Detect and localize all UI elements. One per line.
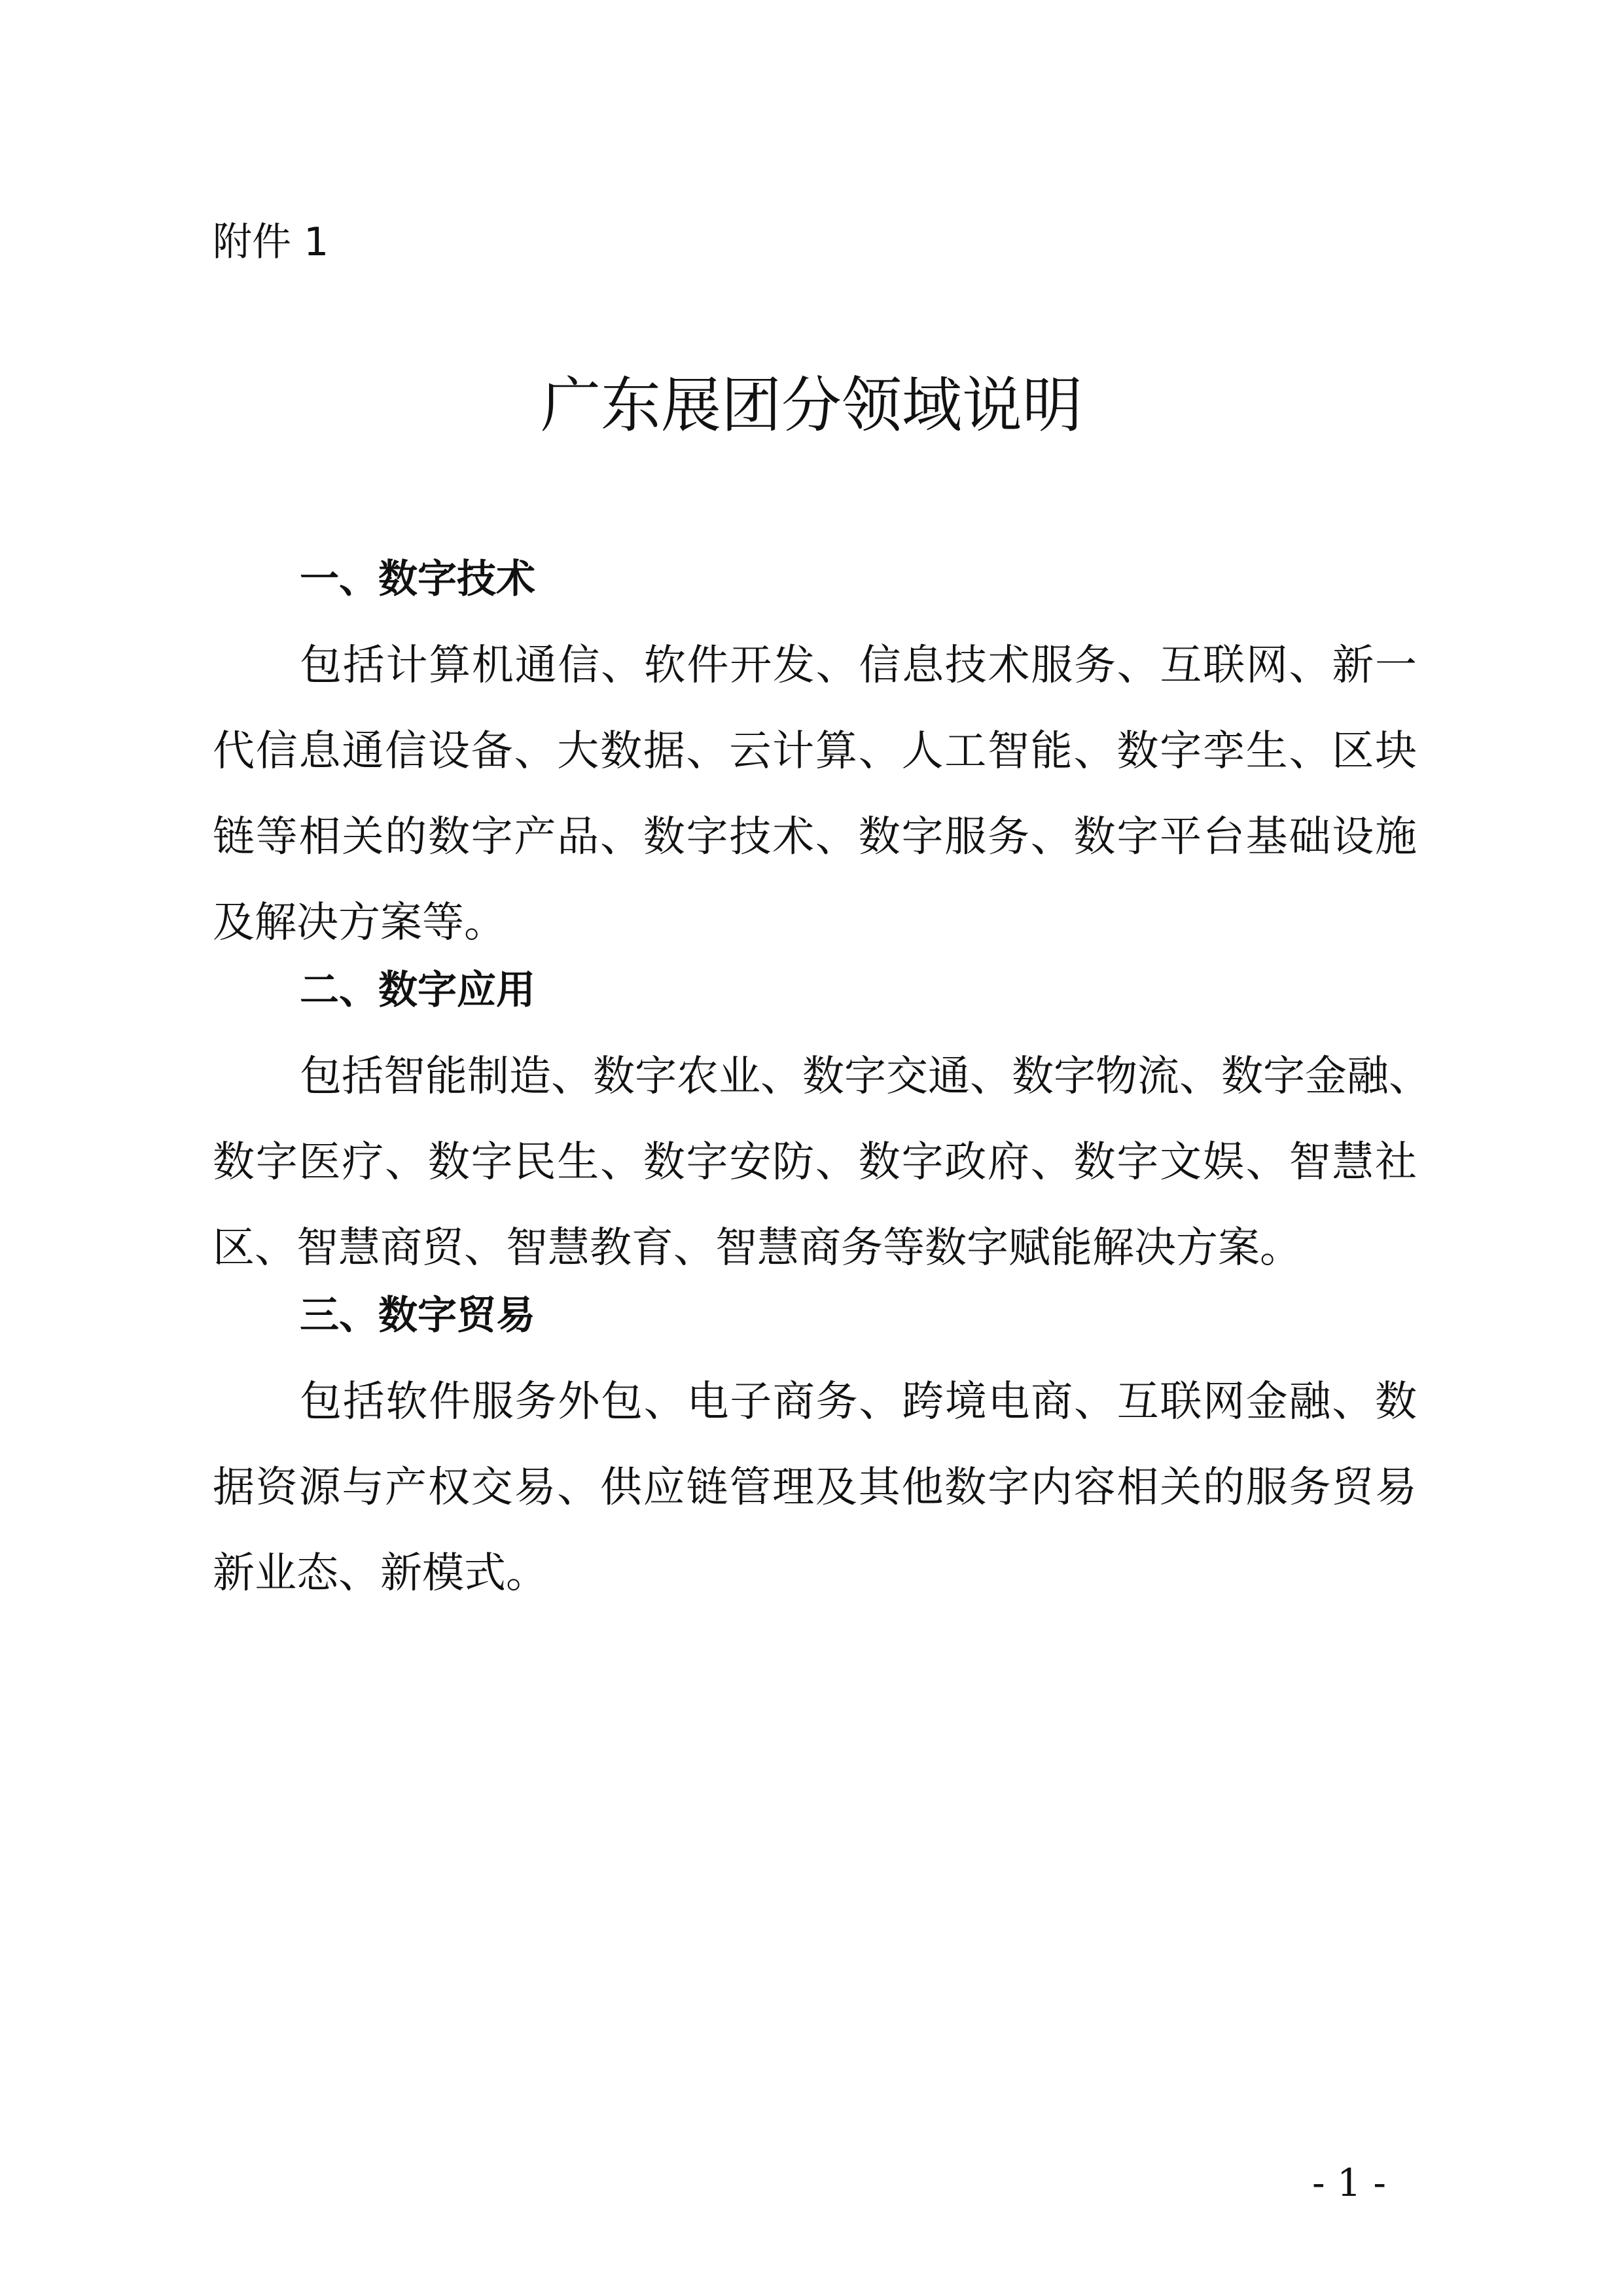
- paragraph-line: 新业态、新模式。: [213, 1549, 548, 1598]
- paragraph-line: 及解决方案等。: [213, 899, 506, 947]
- section-body-digital-trade: [213, 1359, 1417, 1617]
- section-body-digital-application: [213, 1034, 1431, 1291]
- paragraph-line: 包括智能制造、数字农业、数字交通、数字物流、数字金融、: [300, 1052, 1431, 1101]
- paragraph-line: 链等相关的数字产品、数字技术、数字服务、数字平台基础设施: [213, 813, 1417, 861]
- document-title: 广东展团分领域说明: [540, 370, 1082, 440]
- attachment-label: 附件 1: [213, 219, 329, 265]
- section-heading-digital-trade: 三、数字贸易: [300, 1293, 535, 1338]
- paragraph-line: 区、智慧商贸、智慧教育、智慧商务等数字赋能解决方案。: [213, 1224, 1302, 1272]
- paragraph-line: 数字医疗、数字民生、数字安防、数字政府、数字文娱、智慧社: [213, 1138, 1417, 1187]
- section-heading-digital-technology: 一、数字技术: [300, 556, 535, 602]
- paragraph-line: 代信息通信设备、大数据、云计算、人工智能、数字孪生、区块: [213, 727, 1417, 776]
- page-number: - 1 -: [1312, 2161, 1386, 2205]
- paragraph-line: 包括计算机通信、软件开发、信息技术服务、互联网、新一: [300, 641, 1417, 690]
- section-heading-digital-application: 二、数字应用: [300, 967, 535, 1013]
- section-body-digital-technology: [213, 623, 1417, 966]
- paragraph-line: 据资源与产权交易、供应链管理及其他数字内容相关的服务贸易: [213, 1463, 1417, 1512]
- paragraph-line: 包括软件服务外包、电子商务、跨境电商、互联网金融、数: [300, 1378, 1417, 1426]
